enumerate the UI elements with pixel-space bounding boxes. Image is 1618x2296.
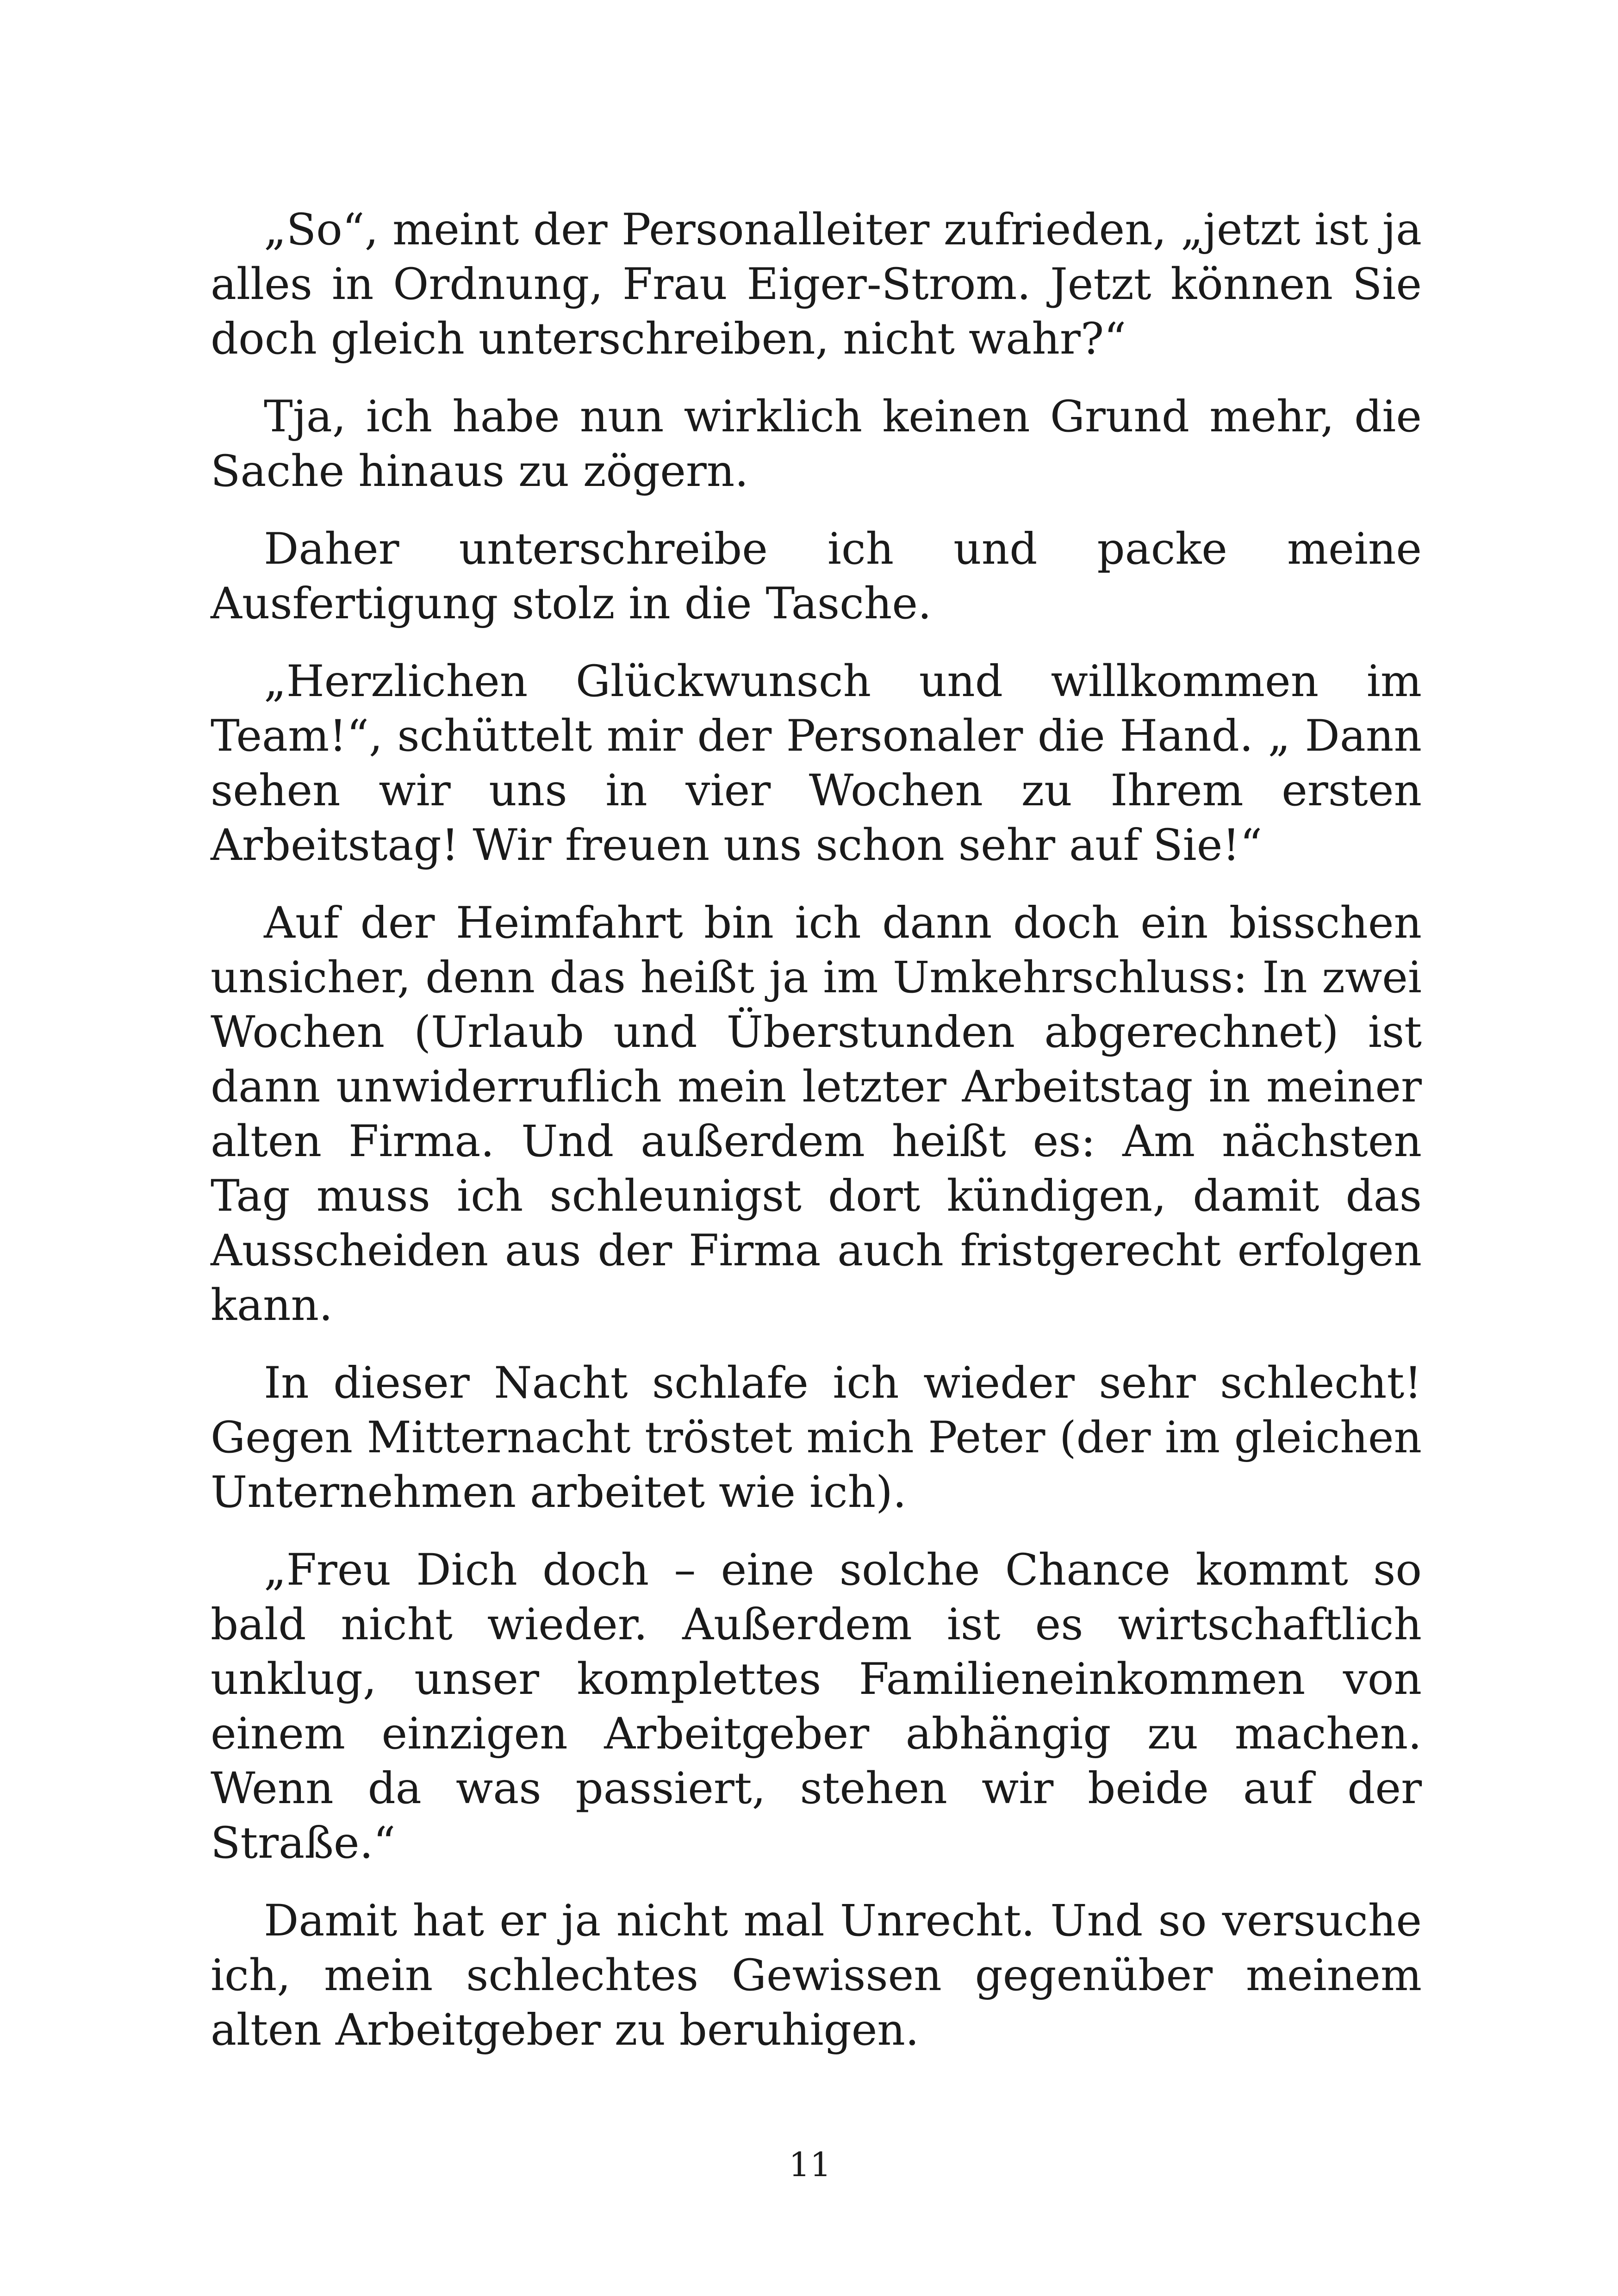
paragraph-4: „Herzlichen Glückwunsch und willkommen im Team!“, schüttelt mir der Personaler die Hand. „ Dann sehen wir uns in vier Wochen zu Ihrem ersten Arbeitstag! Wir freuen uns schon sehr auf Sie!“: [211, 656, 1422, 871]
paragraph-5: Auf der Heimfahrt bin ich dann doch ein bisschen unsicher, denn das heißt ja im Umkehrschluss: In zwei Wochen (Urlaub und Überstunden abgerechnet) ist dann unwiderruflich mein letzter Arbeitstag in meiner alten Firma. Und außerdem heißt es: Am nächsten Tag muss ich schleunigst dort kündigen, damit das Ausscheiden aus der Firma auch fristgerecht erfolgen kann.: [211, 898, 1422, 1331]
paragraph-6: In dieser Nacht schlafe ich wieder sehr schlecht! Gegen Mitternacht tröstet mich Peter (der im gleichen Unternehmen arbeitet wie ich).: [211, 1358, 1422, 1518]
page-number: 11: [789, 2145, 831, 2184]
paragraph-8: Damit hat er ja nicht mal Unrecht. Und so versuche ich, mein schlechtes Gewissen gegenüber meinem alten Arbeitgeber zu beruhigen.: [211, 1896, 1422, 2055]
paragraph-2: Tja, ich habe nun wirklich keinen Grund mehr, die Sache hinaus zu zögern.: [211, 392, 1422, 497]
paragraph-7: „Freu Dich doch – eine solche Chance kommt so bald nicht wieder. Außerdem ist es wirtschaftlich unklug, unser komplettes Familieneinkommen von einem einzigen Arbeitgeber abhängig zu machen. Wenn da was passiert, stehen wir beide auf der Straße.“: [211, 1545, 1422, 1868]
paragraph-3: Daher unterschreibe ich und packe meine Ausfertigung stolz in die Tasche.: [211, 524, 1422, 629]
paragraph-1: „So“, meint der Personalleiter zufrieden, „jetzt ist ja alles in Ordnung, Frau Eiger-Strom. Jetzt können Sie doch gleich unterschreiben, nicht wahr?“: [211, 205, 1422, 364]
body-text: [211, 203, 1422, 2058]
